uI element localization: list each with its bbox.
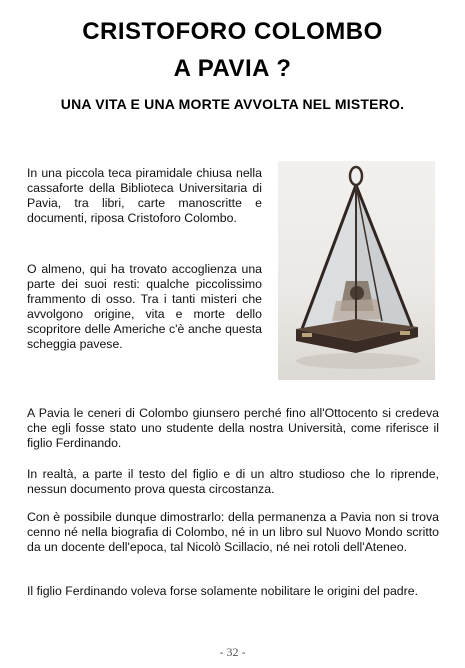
title-line-1: CRISTOFORO COLOMBO: [82, 18, 383, 45]
page-number: - 32 -: [219, 645, 246, 659]
subtitle: UNA VITA E UNA MORTE AVVOLTA NEL MISTERO.: [60, 96, 405, 112]
paragraph-4: In realtà, a parte il testo del figlio e di un altro studioso che lo riprende, nessun documento prova questa circostanza.: [27, 467, 439, 496]
paragraph-2: O almeno, qui ha trovato accoglienza una parte dei suoi resti: qualche piccolissimo frammento di osso. Tra i tanti misteri che avvolgono origine, vita e morte dello scopritore delle Americhe c'è anche questa scheggia pavese.: [27, 262, 262, 351]
reliquary-photo: [278, 161, 435, 380]
paragraph-3: A Pavia le ceneri di Colombo giunsero perché fino all'Ottocento si credeva che egli fosse stato uno studente della nostra Università, come riferisce il figlio Ferdinando.: [27, 406, 439, 450]
paragraph-5: Con è possibile dunque dimostrarlo: della permanenza a Pavia non si trova cenno né nella biografia di Colombo, né in un libro sul Nuovo Mondo scritto da un docente dell'epoca, tal Nicolò Scillacio, né nei rotoli dell'Ateneo.: [27, 510, 439, 554]
paragraph-1: In una piccola teca piramidale chiusa nella cassaforte della Biblioteca Universitaria di Pavia, tra libri, carte manoscritte e documenti, riposa Cristoforo Colombo.: [27, 166, 262, 225]
title-line-2: A PAVIA ?: [173, 55, 292, 82]
paragraph-6: Il figlio Ferdinando voleva forse solamente nobilitare le origini del padre.: [27, 584, 418, 598]
